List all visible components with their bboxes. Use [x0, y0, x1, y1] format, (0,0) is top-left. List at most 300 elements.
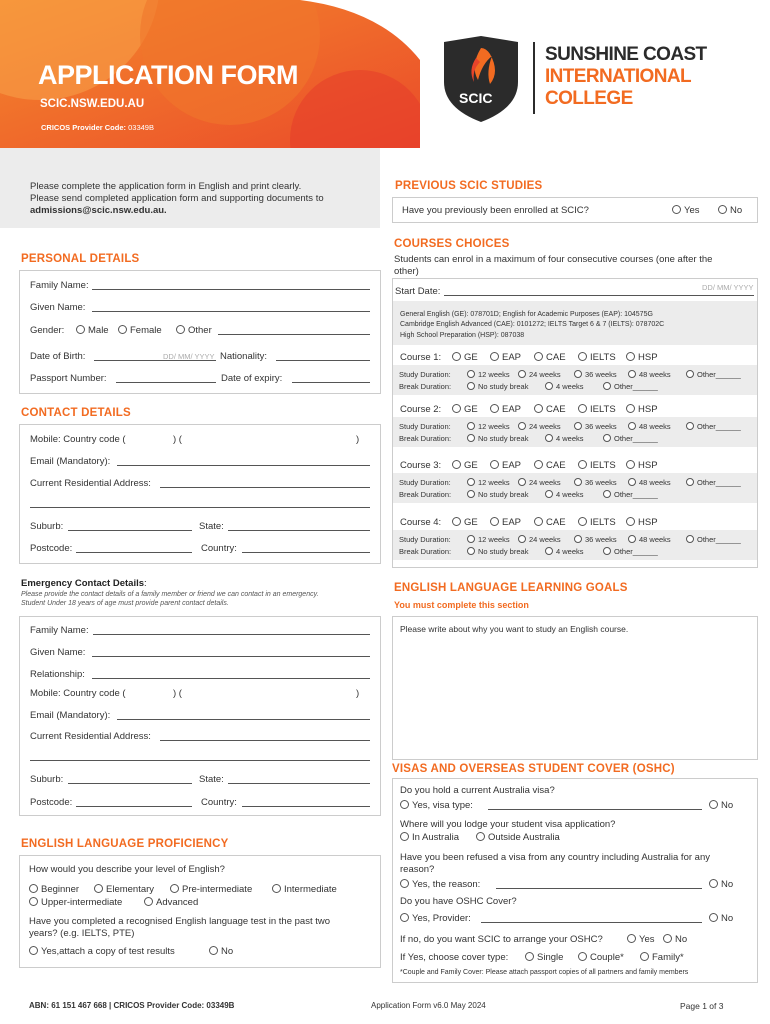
- radio-icon[interactable]: [718, 205, 727, 214]
- level-intermediate[interactable]: [272, 884, 337, 895]
- cricos-line: [41, 123, 154, 132]
- course-3-study-12[interactable]: [467, 478, 510, 487]
- courses-title: COURSES CHOICES: [394, 238, 510, 250]
- college-name-line1: SUNSHINE COAST: [545, 44, 707, 65]
- radio-icon[interactable]: [663, 934, 672, 943]
- option-label: CAE: [546, 404, 566, 415]
- course-3-study-36[interactable]: [574, 478, 617, 487]
- course-2-study-24[interactable]: [518, 422, 561, 431]
- cover-couple-option[interactable]: [578, 952, 624, 963]
- course-2-study-12[interactable]: [467, 422, 510, 431]
- option-label: 36 weeks: [585, 535, 617, 544]
- radio-icon[interactable]: [628, 422, 636, 430]
- radio-icon[interactable]: [29, 884, 38, 893]
- radio-icon[interactable]: [574, 370, 582, 378]
- course-3-option-ielts[interactable]: [578, 460, 616, 471]
- emergency-note-2: Student Under 18 years of age must provide parent contact details.: [21, 600, 229, 607]
- course-2-break-none[interactable]: [467, 434, 528, 443]
- radio-icon[interactable]: [626, 404, 635, 413]
- course-3-study-24[interactable]: [518, 478, 561, 487]
- expiry-field[interactable]: [292, 382, 370, 383]
- intro-line1: Please complete the application form in English and print clearly.: [30, 181, 302, 192]
- radio-icon[interactable]: [686, 422, 694, 430]
- course-4-study-other[interactable]: [686, 535, 741, 544]
- course-3-study-48[interactable]: [628, 478, 671, 487]
- option-label: Yes, visa type:: [412, 800, 473, 811]
- course-4-break-none[interactable]: [467, 547, 528, 556]
- course-2-option-ge[interactable]: [452, 404, 478, 415]
- radio-icon[interactable]: [29, 946, 38, 955]
- option-label: Other______: [697, 422, 741, 431]
- radio-icon[interactable]: [578, 404, 587, 413]
- course-1-study-12[interactable]: [467, 370, 510, 379]
- course-2-study-label: Study Duration:: [399, 422, 451, 431]
- course-2-option-ielts[interactable]: [578, 404, 616, 415]
- option-label: 12 weeks: [478, 535, 510, 544]
- previous-yes-option[interactable]: [672, 205, 700, 216]
- option-label: EAP: [502, 517, 522, 528]
- option-label: EAP: [502, 404, 522, 415]
- option-label: 24 weeks: [529, 535, 561, 544]
- radio-icon[interactable]: [545, 382, 553, 390]
- postcode-label: Postcode:: [30, 543, 73, 554]
- start-date-field[interactable]: [444, 295, 754, 296]
- radio-icon[interactable]: [467, 434, 475, 442]
- option-label: 48 weeks: [639, 370, 671, 379]
- logo-text: SCIC: [459, 90, 493, 106]
- gender-label: Gender:: [30, 325, 65, 336]
- radio-icon[interactable]: [627, 934, 636, 943]
- course-2-label: Course 2:: [400, 404, 442, 415]
- option-label: Other______: [614, 382, 658, 391]
- visa-q6: If Yes, choose cover type:: [400, 952, 509, 963]
- course-3-label: Course 3:: [400, 460, 442, 471]
- radio-icon[interactable]: [578, 952, 587, 961]
- radio-icon[interactable]: [400, 913, 409, 922]
- radio-icon[interactable]: [578, 517, 587, 526]
- radio-icon[interactable]: [94, 884, 103, 893]
- refused-yes-option[interactable]: [400, 879, 480, 890]
- radio-icon[interactable]: [518, 422, 526, 430]
- option-label: Yes, Provider:: [412, 913, 471, 924]
- level-upperint[interactable]: [29, 897, 122, 908]
- option-label: 4 weeks: [556, 490, 584, 499]
- goals-box[interactable]: [392, 616, 758, 760]
- radio-icon[interactable]: [452, 404, 461, 413]
- course-2-study-48[interactable]: [628, 422, 671, 431]
- radio-icon[interactable]: [467, 547, 475, 555]
- test-question-1: Have you completed a recognised English language test in the past two: [29, 916, 331, 927]
- option-label: 36 weeks: [585, 422, 617, 431]
- radio-icon[interactable]: [578, 460, 587, 469]
- radio-icon[interactable]: [626, 352, 635, 361]
- em-family-label: Family Name:: [30, 625, 89, 636]
- radio-icon[interactable]: [490, 517, 499, 526]
- course-4-label: Course 4:: [400, 517, 442, 528]
- cricos-label: CRICOS Provider Code:: [41, 123, 127, 132]
- course-3-break-4[interactable]: [545, 490, 584, 499]
- radio-icon[interactable]: [467, 370, 475, 378]
- course-3-study-other[interactable]: [686, 478, 741, 487]
- visa-footnote: *Couple and Family Cover: Please attach passport copies of all partners and family members: [400, 969, 689, 976]
- course-3-option-cae[interactable]: [534, 460, 566, 471]
- radio-icon[interactable]: [467, 422, 475, 430]
- country-field[interactable]: [242, 552, 370, 553]
- course-1-study-other[interactable]: [686, 370, 741, 379]
- courses-info-1: General English (GE): 078701D; English for Academic Purposes (EAP): 104575G: [400, 311, 653, 318]
- visas-title: VISAS AND OVERSEAS STUDENT COVER (OSHC): [392, 763, 675, 775]
- radio-icon[interactable]: [626, 460, 635, 469]
- course-2-option-cae[interactable]: [534, 404, 566, 415]
- radio-icon[interactable]: [400, 800, 409, 809]
- course-1-option-ge[interactable]: [452, 352, 478, 363]
- lodge-outside-option[interactable]: [476, 832, 560, 843]
- radio-icon[interactable]: [534, 460, 543, 469]
- em-relationship-field[interactable]: [92, 678, 370, 679]
- test-question-2: years? (e.g. IELTS, PTE): [29, 928, 135, 939]
- course-1-break-4[interactable]: [545, 382, 584, 391]
- course-4-break-label: Break Duration:: [399, 547, 452, 556]
- course-4-study-12[interactable]: [467, 535, 510, 544]
- option-label: 4 weeks: [556, 382, 584, 391]
- test-no-option[interactable]: [209, 946, 233, 957]
- radio-icon[interactable]: [209, 946, 218, 955]
- option-label: Female: [130, 325, 162, 336]
- course-1-break-other[interactable]: [603, 382, 658, 391]
- radio-icon[interactable]: [574, 535, 582, 543]
- course-1-study-48[interactable]: [628, 370, 671, 379]
- radio-icon[interactable]: [574, 478, 582, 486]
- radio-icon[interactable]: [76, 325, 85, 334]
- family-name-label: Family Name:: [30, 280, 89, 291]
- option-label: 24 weeks: [529, 478, 561, 487]
- em-family-field[interactable]: [93, 634, 370, 635]
- option-label: Outside Australia: [488, 832, 560, 843]
- courses-info-2: Cambridge English Advanced (CAE): 0101272; IELTS Target 6 & 7 (IELTS): 078702C: [400, 321, 665, 328]
- radio-icon[interactable]: [603, 490, 611, 498]
- oshc-provider-field[interactable]: [481, 922, 702, 923]
- cover-single-option[interactable]: [525, 952, 563, 963]
- option-label: Other______: [697, 370, 741, 379]
- em-address-field-1[interactable]: [160, 740, 370, 741]
- gender-other-field[interactable]: [218, 334, 370, 335]
- radio-icon[interactable]: [672, 205, 681, 214]
- course-4-study-24[interactable]: [518, 535, 561, 544]
- address-field-1[interactable]: [160, 487, 370, 488]
- previous-question: Have you previously been enrolled at SCIC?: [402, 205, 589, 216]
- option-label: No: [730, 205, 743, 216]
- radio-icon[interactable]: [626, 517, 635, 526]
- cover-family-option[interactable]: [640, 952, 684, 963]
- course-2-option-eap[interactable]: [490, 404, 521, 415]
- radio-icon[interactable]: [467, 478, 475, 486]
- option-label: Yes,attach a copy of test results: [41, 946, 175, 957]
- course-3-option-hsp[interactable]: [626, 460, 658, 471]
- given-name-field[interactable]: [92, 311, 370, 312]
- option-label: GE: [464, 404, 478, 415]
- option-label: EAP: [502, 352, 522, 363]
- start-date-placeholder: DD/ MM/ YYYY: [702, 283, 754, 292]
- goals-prompt: Please write about why you want to study an English course.: [400, 624, 629, 634]
- radio-icon[interactable]: [452, 517, 461, 526]
- radio-icon[interactable]: [709, 913, 718, 922]
- previous-no-option[interactable]: [718, 205, 742, 216]
- radio-icon[interactable]: [452, 352, 461, 361]
- option-label: 48 weeks: [639, 535, 671, 544]
- radio-icon[interactable]: [400, 879, 409, 888]
- em-state-label: State:: [199, 774, 224, 785]
- course-4-study-36[interactable]: [574, 535, 617, 544]
- course-4-study-48[interactable]: [628, 535, 671, 544]
- course-4-option-eap[interactable]: [490, 517, 521, 528]
- option-label: No study break: [478, 434, 529, 443]
- radio-icon[interactable]: [490, 460, 499, 469]
- course-4-option-ielts[interactable]: [578, 517, 616, 528]
- logo-divider: [533, 42, 535, 114]
- address-field-2[interactable]: [30, 507, 370, 508]
- course-1-study-36[interactable]: [574, 370, 617, 379]
- radio-icon[interactable]: [170, 884, 179, 893]
- option-label: Other______: [697, 478, 741, 487]
- radio-icon[interactable]: [534, 352, 543, 361]
- radio-icon[interactable]: [628, 370, 636, 378]
- radio-icon[interactable]: [709, 800, 718, 809]
- option-label: In Australia: [412, 832, 459, 843]
- course-1-option-ielts[interactable]: [578, 352, 616, 363]
- radio-icon[interactable]: [29, 897, 38, 906]
- radio-icon[interactable]: [534, 404, 543, 413]
- state-field[interactable]: [228, 530, 370, 531]
- radio-icon[interactable]: [452, 460, 461, 469]
- option-label: 4 weeks: [556, 434, 584, 443]
- em-given-label: Given Name:: [30, 647, 86, 658]
- course-3-study-label: Study Duration:: [399, 478, 451, 487]
- radio-icon[interactable]: [534, 517, 543, 526]
- level-advanced[interactable]: [144, 897, 198, 908]
- radio-icon[interactable]: [628, 535, 636, 543]
- course-4-option-hsp[interactable]: [626, 517, 658, 528]
- oshc-yes-option[interactable]: [400, 913, 471, 924]
- radio-icon[interactable]: [490, 352, 499, 361]
- radio-icon[interactable]: [525, 952, 534, 961]
- courses-note-2: other): [394, 266, 419, 277]
- website: SCIC.NSW.EDU.AU: [40, 98, 145, 110]
- option-label: Single: [537, 952, 564, 963]
- gender-other-option[interactable]: [176, 325, 212, 336]
- visa-no-option[interactable]: [709, 800, 733, 811]
- state-label: State:: [199, 521, 224, 532]
- dob-label: Date of Birth:: [30, 351, 86, 362]
- option-label: Male: [88, 325, 109, 336]
- em-country-label: Country:: [201, 797, 237, 808]
- given-name-label: Given Name:: [30, 302, 86, 313]
- emergency-title: [21, 578, 147, 589]
- option-label: No study break: [478, 547, 529, 556]
- option-label: GE: [464, 352, 478, 363]
- radio-icon[interactable]: [709, 879, 718, 888]
- radio-icon[interactable]: [578, 352, 587, 361]
- radio-icon[interactable]: [518, 478, 526, 486]
- option-label: No study break: [478, 382, 529, 391]
- radio-icon[interactable]: [545, 547, 553, 555]
- lodge-in-option[interactable]: [400, 832, 459, 843]
- option-label: HSP: [638, 404, 658, 415]
- radio-icon[interactable]: [118, 325, 127, 334]
- option-label: Other: [188, 325, 212, 336]
- proficiency-title: ENGLISH LANGUAGE PROFICIENCY: [21, 838, 229, 850]
- radio-icon[interactable]: [144, 897, 153, 906]
- radio-icon[interactable]: [603, 434, 611, 442]
- radio-icon[interactable]: [574, 422, 582, 430]
- radio-icon[interactable]: [467, 490, 475, 498]
- radio-icon[interactable]: [467, 535, 475, 543]
- option-label: No: [721, 879, 734, 890]
- course-3-break-other[interactable]: [603, 490, 658, 499]
- em-address-field-2[interactable]: [30, 760, 370, 761]
- option-label: 4 weeks: [556, 547, 584, 556]
- radio-icon[interactable]: [603, 382, 611, 390]
- radio-icon[interactable]: [628, 478, 636, 486]
- radio-icon[interactable]: [545, 434, 553, 442]
- radio-icon[interactable]: [545, 490, 553, 498]
- radio-icon[interactable]: [686, 370, 694, 378]
- start-date-label: Start Date:: [395, 286, 441, 297]
- level-beginner[interactable]: [29, 884, 79, 895]
- college-logo-shield: [440, 36, 522, 122]
- course-3-option-ge[interactable]: [452, 460, 478, 471]
- postcode-field[interactable]: [76, 552, 192, 553]
- cricos-code: 03349B: [128, 123, 154, 132]
- arrange-yes-option[interactable]: [627, 934, 655, 945]
- option-label: 12 weeks: [478, 478, 510, 487]
- radio-icon[interactable]: [476, 832, 485, 841]
- visa-q4: Do you have OSHC Cover?: [400, 896, 517, 907]
- em-given-field[interactable]: [92, 656, 370, 657]
- course-3-break-none[interactable]: [467, 490, 528, 499]
- em-postcode-field[interactable]: [76, 806, 192, 807]
- radio-icon[interactable]: [490, 404, 499, 413]
- level-elementary[interactable]: [94, 884, 154, 895]
- radio-icon[interactable]: [176, 325, 185, 334]
- option-label: Beginner: [41, 884, 80, 895]
- goals-subtitle: You must complete this section: [394, 600, 529, 610]
- email-field[interactable]: [117, 465, 370, 466]
- option-label: 12 weeks: [478, 370, 510, 379]
- radio-icon[interactable]: [400, 832, 409, 841]
- em-email-field[interactable]: [117, 719, 370, 720]
- option-label: GE: [464, 460, 478, 471]
- radio-icon[interactable]: [686, 478, 694, 486]
- course-2-study-other[interactable]: [686, 422, 741, 431]
- previous-title: PREVIOUS SCIC STUDIES: [395, 180, 543, 192]
- option-label: GE: [464, 517, 478, 528]
- courses-note-1: Students can enrol in a maximum of four consecutive courses (one after the: [394, 254, 713, 265]
- gender-female-option[interactable]: [118, 325, 162, 336]
- course-2-break-other[interactable]: [603, 434, 658, 443]
- family-name-field[interactable]: [92, 289, 370, 290]
- visa-yes-option[interactable]: [400, 800, 473, 811]
- course-1-break-label: Break Duration:: [399, 382, 452, 391]
- radio-icon[interactable]: [686, 535, 694, 543]
- course-4-option-ge[interactable]: [452, 517, 478, 528]
- option-label: Other______: [614, 547, 658, 556]
- em-mobile-text: Mobile:: [30, 688, 61, 699]
- course-1-option-hsp[interactable]: [626, 352, 658, 363]
- suburb-field[interactable]: [68, 530, 192, 531]
- course-4-break-other[interactable]: [603, 547, 658, 556]
- course-2-break-4[interactable]: [545, 434, 584, 443]
- course-3-option-eap[interactable]: [490, 460, 521, 471]
- courses-info-3: High School Preparation (HSP): 087038: [400, 332, 525, 339]
- radio-icon[interactable]: [467, 382, 475, 390]
- course-1-break-none[interactable]: [467, 382, 528, 391]
- radio-icon[interactable]: [518, 535, 526, 543]
- gender-male-option[interactable]: [76, 325, 109, 336]
- test-yes-option[interactable]: [29, 946, 175, 957]
- course-4-study-label: Study Duration:: [399, 535, 451, 544]
- level-preint[interactable]: [170, 884, 252, 895]
- em-mobile-paren-end: ): [356, 688, 360, 699]
- oshc-no-option[interactable]: [709, 913, 733, 924]
- course-1-option-eap[interactable]: [490, 352, 521, 363]
- course-2-option-hsp[interactable]: [626, 404, 658, 415]
- radio-icon[interactable]: [518, 370, 526, 378]
- em-suburb-field[interactable]: [68, 783, 192, 784]
- option-label: No: [675, 934, 688, 945]
- mobile-paren-end: ): [356, 434, 360, 445]
- em-mobile-paren-mid: ) (: [173, 688, 182, 699]
- contact-box: [19, 424, 381, 564]
- option-label: 12 weeks: [478, 422, 510, 431]
- footer-version: Application Form v6.0 May 2024: [371, 1001, 486, 1010]
- option-label: IELTS: [590, 352, 616, 363]
- address-label: Current Residential Address:: [30, 478, 151, 489]
- course-1-option-cae[interactable]: [534, 352, 566, 363]
- nationality-field[interactable]: [276, 360, 370, 361]
- visa-type-field[interactable]: [488, 809, 702, 810]
- option-label: No: [721, 800, 734, 811]
- em-email-label: Email (Mandatory):: [30, 710, 111, 721]
- option-label: No: [721, 913, 734, 924]
- em-country-field[interactable]: [242, 806, 370, 807]
- radio-icon[interactable]: [603, 547, 611, 555]
- radio-icon[interactable]: [272, 884, 281, 893]
- passport-field[interactable]: [116, 382, 216, 383]
- em-mobile-label: [30, 688, 126, 699]
- visa-q1: Do you hold a current Australia visa?: [400, 785, 555, 796]
- option-label: CAE: [546, 517, 566, 528]
- option-label: HSP: [638, 352, 658, 363]
- course-1-study-24[interactable]: [518, 370, 561, 379]
- mobile-text: Mobile:: [30, 434, 61, 445]
- course-4-option-cae[interactable]: [534, 517, 566, 528]
- refused-reason-field[interactable]: [496, 888, 702, 889]
- email-label: Email (Mandatory):: [30, 456, 111, 467]
- country-label: Country:: [201, 543, 237, 554]
- radio-icon[interactable]: [640, 952, 649, 961]
- expiry-label: Date of expiry:: [221, 373, 283, 384]
- course-2-break-label: Break Duration:: [399, 434, 452, 443]
- arrange-no-option[interactable]: [663, 934, 687, 945]
- intro-email[interactable]: admissions@scic.nsw.edu.au.: [30, 205, 167, 216]
- option-label: Advanced: [156, 897, 199, 908]
- course-2-study-36[interactable]: [574, 422, 617, 431]
- em-state-field[interactable]: [228, 783, 370, 784]
- refused-no-option[interactable]: [709, 879, 733, 890]
- course-3-break-label: Break Duration:: [399, 490, 452, 499]
- course-4-break-4[interactable]: [545, 547, 584, 556]
- college-name-line2: INTERNATIONAL: [545, 66, 691, 87]
